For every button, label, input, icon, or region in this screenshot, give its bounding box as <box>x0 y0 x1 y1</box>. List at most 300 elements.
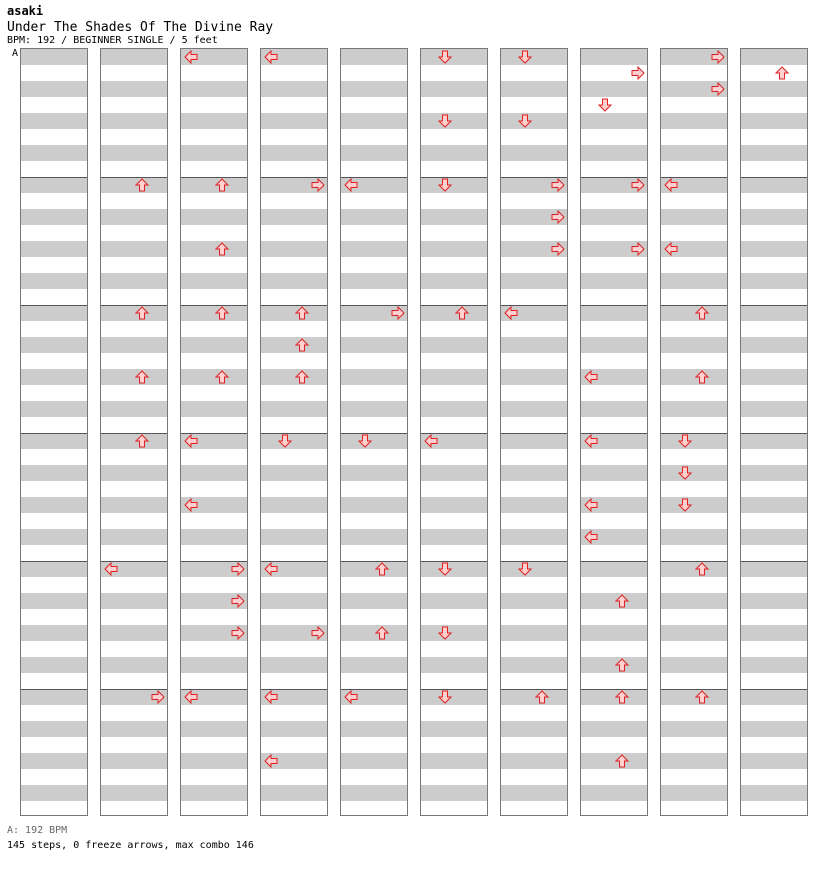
arrow-down-icon <box>438 50 452 64</box>
beat-band <box>181 753 247 769</box>
arrow-right-icon <box>231 626 245 640</box>
beat-band <box>421 49 487 65</box>
beat-band <box>21 305 87 321</box>
arrow-left-icon <box>104 562 118 576</box>
beat-band <box>421 177 487 193</box>
beat-band <box>261 657 327 673</box>
arrow-down-icon <box>518 562 532 576</box>
measure-line <box>341 433 407 434</box>
arrow-right-icon <box>631 66 645 80</box>
beat-band <box>341 337 407 353</box>
arrow-right-icon <box>391 306 405 320</box>
beat-band <box>181 81 247 97</box>
beat-band <box>421 689 487 705</box>
arrow-left-icon <box>584 370 598 384</box>
beat-band <box>661 209 727 225</box>
arrow-up-icon <box>615 594 629 608</box>
beat-band <box>661 145 727 161</box>
chart-column-7 <box>500 48 568 816</box>
beat-band <box>261 721 327 737</box>
arrow-up-icon <box>295 338 309 352</box>
beat-band <box>21 497 87 513</box>
measure-line <box>661 561 727 562</box>
arrow-up-icon <box>615 754 629 768</box>
arrow-right-icon <box>631 178 645 192</box>
arrow-up-icon <box>615 690 629 704</box>
beat-band <box>581 593 647 609</box>
beat-band <box>101 273 167 289</box>
measure-line <box>501 433 567 434</box>
beat-band <box>501 657 567 673</box>
measure-line <box>421 561 487 562</box>
beat-band <box>741 657 807 673</box>
measure-line <box>21 177 87 178</box>
beat-band <box>21 625 87 641</box>
beat-band <box>101 177 167 193</box>
beat-band <box>421 657 487 673</box>
beat-band <box>661 561 727 577</box>
beat-band <box>21 177 87 193</box>
measure-line <box>421 177 487 178</box>
arrow-right-icon <box>551 178 565 192</box>
beat-band <box>501 497 567 513</box>
arrow-left-icon <box>184 434 198 448</box>
beat-band <box>661 689 727 705</box>
beat-band <box>421 209 487 225</box>
beat-band <box>421 241 487 257</box>
beat-band <box>341 145 407 161</box>
arrow-up-icon <box>615 658 629 672</box>
beat-band <box>101 753 167 769</box>
arrow-left-icon <box>264 754 278 768</box>
beat-band <box>101 785 167 801</box>
beat-band <box>181 465 247 481</box>
arrow-up-icon <box>375 562 389 576</box>
beat-band <box>741 625 807 641</box>
arrow-down-icon <box>438 562 452 576</box>
beat-band <box>261 305 327 321</box>
measure-line <box>21 305 87 306</box>
beat-band <box>661 337 727 353</box>
beat-band <box>21 369 87 385</box>
step-statistics: 145 steps, 0 freeze arrows, max combo 146 <box>7 840 254 851</box>
arrow-up-icon <box>135 306 149 320</box>
beat-band <box>341 433 407 449</box>
beat-band <box>581 625 647 641</box>
beat-band <box>661 369 727 385</box>
measure-line <box>101 305 167 306</box>
arrow-up-icon <box>215 242 229 256</box>
arrow-up-icon <box>695 562 709 576</box>
arrow-up-icon <box>135 178 149 192</box>
arrow-up-icon <box>215 306 229 320</box>
beat-band <box>581 337 647 353</box>
arrow-down-icon <box>598 98 612 112</box>
beat-band <box>341 593 407 609</box>
beat-band <box>341 273 407 289</box>
arrow-down-icon <box>438 178 452 192</box>
beat-band <box>21 273 87 289</box>
beat-band <box>261 337 327 353</box>
arrow-right-icon <box>711 82 725 96</box>
measure-line <box>501 689 567 690</box>
bpm-legend: A: 192 BPM <box>7 825 68 836</box>
beat-band <box>181 177 247 193</box>
beat-band <box>741 241 807 257</box>
beat-band <box>21 433 87 449</box>
beat-band <box>741 273 807 289</box>
beat-band <box>341 657 407 673</box>
beat-band <box>501 689 567 705</box>
beat-band <box>501 465 567 481</box>
arrow-right-icon <box>711 50 725 64</box>
beat-band <box>661 497 727 513</box>
beat-band <box>261 241 327 257</box>
beat-band <box>21 689 87 705</box>
beat-band <box>741 401 807 417</box>
beat-band <box>661 593 727 609</box>
measure-line <box>581 689 647 690</box>
arrow-up-icon <box>375 626 389 640</box>
arrow-down-icon <box>358 434 372 448</box>
measure-line <box>741 177 807 178</box>
beat-band <box>581 785 647 801</box>
arrow-left-icon <box>264 690 278 704</box>
beat-band <box>661 753 727 769</box>
beat-band <box>741 305 807 321</box>
beat-band <box>421 721 487 737</box>
chart-info: BPM: 192 / BEGINNER SINGLE / 5 feet <box>7 35 218 46</box>
beat-band <box>101 305 167 321</box>
beat-band <box>21 113 87 129</box>
beat-band <box>101 209 167 225</box>
beat-band <box>581 721 647 737</box>
beat-band <box>101 49 167 65</box>
measure-line <box>101 433 167 434</box>
arrow-right-icon <box>631 242 645 256</box>
beat-band <box>21 145 87 161</box>
beat-band <box>581 689 647 705</box>
arrow-right-icon <box>551 242 565 256</box>
chart-column-1 <box>20 48 88 816</box>
beat-band <box>181 209 247 225</box>
arrow-right-icon <box>311 626 325 640</box>
beat-band <box>181 529 247 545</box>
beat-band <box>341 785 407 801</box>
arrow-left-icon <box>664 242 678 256</box>
arrow-left-icon <box>584 434 598 448</box>
beat-band <box>741 177 807 193</box>
beat-band <box>661 785 727 801</box>
beat-band <box>581 305 647 321</box>
arrow-left-icon <box>264 562 278 576</box>
arrow-up-icon <box>695 690 709 704</box>
beat-band <box>741 561 807 577</box>
beat-band <box>101 465 167 481</box>
beat-band <box>581 273 647 289</box>
arrow-up-icon <box>535 690 549 704</box>
beat-band <box>741 785 807 801</box>
beat-band <box>421 273 487 289</box>
beat-band <box>501 753 567 769</box>
beat-band <box>341 209 407 225</box>
beat-band <box>501 113 567 129</box>
beat-band <box>21 657 87 673</box>
measure-line <box>181 177 247 178</box>
beat-band <box>501 49 567 65</box>
beat-band <box>501 433 567 449</box>
measure-line <box>741 433 807 434</box>
measure-line <box>21 433 87 434</box>
arrow-left-icon <box>184 50 198 64</box>
arrow-left-icon <box>344 178 358 192</box>
beat-band <box>741 369 807 385</box>
beat-band <box>501 145 567 161</box>
beat-band <box>341 465 407 481</box>
beat-band <box>181 241 247 257</box>
arrow-down-icon <box>678 434 692 448</box>
arrow-down-icon <box>438 626 452 640</box>
beat-band <box>21 561 87 577</box>
beat-band <box>501 785 567 801</box>
arrow-down-icon <box>278 434 292 448</box>
beat-band <box>101 337 167 353</box>
beat-band <box>341 113 407 129</box>
beat-band <box>661 273 727 289</box>
arrow-up-icon <box>215 178 229 192</box>
beat-band <box>741 145 807 161</box>
measure-line <box>581 561 647 562</box>
song-title: Under The Shades Of The Divine Ray <box>7 20 274 35</box>
beat-band <box>261 81 327 97</box>
beat-band <box>181 657 247 673</box>
arrow-down-icon <box>678 498 692 512</box>
beat-band <box>101 657 167 673</box>
arrow-up-icon <box>135 370 149 384</box>
chart-column-5 <box>340 48 408 816</box>
arrow-up-icon <box>215 370 229 384</box>
beat-band <box>21 81 87 97</box>
beat-band <box>741 753 807 769</box>
beat-band <box>341 721 407 737</box>
beat-band <box>261 145 327 161</box>
measure-line <box>261 305 327 306</box>
beat-band <box>21 785 87 801</box>
beat-band <box>741 465 807 481</box>
beat-band <box>341 529 407 545</box>
beat-band <box>741 529 807 545</box>
arrow-left-icon <box>184 498 198 512</box>
measure-line <box>581 305 647 306</box>
chart-column-3 <box>180 48 248 816</box>
beat-band <box>581 81 647 97</box>
arrow-left-icon <box>504 306 518 320</box>
beat-band <box>581 657 647 673</box>
beat-band <box>741 497 807 513</box>
beat-band <box>421 753 487 769</box>
measure-line <box>501 561 567 562</box>
arrow-right-icon <box>231 594 245 608</box>
beat-band <box>581 145 647 161</box>
beat-band <box>741 81 807 97</box>
arrow-left-icon <box>584 498 598 512</box>
beat-band <box>501 593 567 609</box>
beat-band <box>661 657 727 673</box>
beat-band <box>261 465 327 481</box>
arrow-right-icon <box>551 210 565 224</box>
beat-band <box>501 337 567 353</box>
measure-line <box>741 689 807 690</box>
beat-band <box>181 113 247 129</box>
beat-band <box>341 561 407 577</box>
arrow-up-icon <box>455 306 469 320</box>
beat-band <box>101 369 167 385</box>
beat-band <box>101 497 167 513</box>
beat-band <box>21 241 87 257</box>
beat-band <box>421 465 487 481</box>
beat-band <box>421 625 487 641</box>
beat-band <box>21 209 87 225</box>
beat-band <box>21 529 87 545</box>
beat-band <box>581 49 647 65</box>
beat-band <box>341 625 407 641</box>
measure-line <box>661 689 727 690</box>
beat-band <box>661 625 727 641</box>
arrow-up-icon <box>695 370 709 384</box>
beat-band <box>101 625 167 641</box>
beat-band <box>581 465 647 481</box>
beat-band <box>661 401 727 417</box>
measure-line <box>261 433 327 434</box>
beat-band <box>181 337 247 353</box>
beat-band <box>341 49 407 65</box>
beat-band <box>501 721 567 737</box>
beat-band <box>421 497 487 513</box>
beat-band <box>101 145 167 161</box>
beat-band <box>581 113 647 129</box>
beat-band <box>661 465 727 481</box>
beat-band <box>661 113 727 129</box>
beat-band <box>501 529 567 545</box>
beat-band <box>421 369 487 385</box>
beat-band <box>341 753 407 769</box>
beat-band <box>101 113 167 129</box>
beat-band <box>21 401 87 417</box>
arrow-right-icon <box>311 178 325 192</box>
beat-band <box>181 785 247 801</box>
beat-band <box>341 401 407 417</box>
beat-band <box>501 561 567 577</box>
beat-band <box>421 81 487 97</box>
measure-line <box>101 177 167 178</box>
chart-column-8 <box>580 48 648 816</box>
beat-band <box>341 241 407 257</box>
beat-band <box>581 753 647 769</box>
beat-band <box>741 721 807 737</box>
beat-band <box>501 369 567 385</box>
arrow-left-icon <box>264 50 278 64</box>
beat-band <box>101 593 167 609</box>
arrow-left-icon <box>664 178 678 192</box>
beat-band <box>101 401 167 417</box>
beat-band <box>501 401 567 417</box>
arrow-left-icon <box>344 690 358 704</box>
beat-band <box>101 81 167 97</box>
beat-band <box>581 401 647 417</box>
measure-line <box>741 305 807 306</box>
chart-column-4 <box>260 48 328 816</box>
arrow-up-icon <box>295 306 309 320</box>
beat-band <box>261 369 327 385</box>
measure-line <box>421 305 487 306</box>
beat-band <box>741 337 807 353</box>
beat-band <box>261 529 327 545</box>
beat-band <box>421 785 487 801</box>
measure-line <box>661 305 727 306</box>
chart-column-6 <box>420 48 488 816</box>
arrow-right-icon <box>231 562 245 576</box>
arrow-right-icon <box>151 690 165 704</box>
beat-band <box>661 433 727 449</box>
beat-band <box>101 529 167 545</box>
measure-line <box>181 305 247 306</box>
beat-band <box>261 209 327 225</box>
beat-band <box>741 209 807 225</box>
bpm-marker-label: A <box>12 48 19 59</box>
beat-band <box>181 273 247 289</box>
beat-band <box>101 433 167 449</box>
beat-band <box>421 529 487 545</box>
beat-band <box>661 305 727 321</box>
beat-band <box>101 241 167 257</box>
arrow-down-icon <box>518 50 532 64</box>
beat-band <box>21 337 87 353</box>
beat-band <box>261 113 327 129</box>
beat-band <box>261 593 327 609</box>
beat-band <box>741 49 807 65</box>
beat-band <box>421 337 487 353</box>
beat-band <box>181 721 247 737</box>
beat-band <box>341 369 407 385</box>
beat-band <box>261 785 327 801</box>
arrow-down-icon <box>438 690 452 704</box>
measure-line <box>21 561 87 562</box>
beat-band <box>21 465 87 481</box>
beat-band <box>261 497 327 513</box>
measure-line <box>421 689 487 690</box>
beat-band <box>741 593 807 609</box>
beat-band <box>341 81 407 97</box>
beat-band <box>581 561 647 577</box>
chart-column-10 <box>740 48 808 816</box>
arrow-up-icon <box>295 370 309 384</box>
arrow-up-icon <box>135 434 149 448</box>
measure-line <box>21 689 87 690</box>
measure-line <box>341 561 407 562</box>
beat-band <box>21 49 87 65</box>
beat-band <box>341 497 407 513</box>
beat-band <box>741 113 807 129</box>
beat-band <box>261 401 327 417</box>
beat-band <box>421 593 487 609</box>
beat-band <box>21 753 87 769</box>
measure-line <box>741 561 807 562</box>
chart-column-9 <box>660 48 728 816</box>
chart-column-2 <box>100 48 168 816</box>
arrow-left-icon <box>424 434 438 448</box>
beat-band <box>181 401 247 417</box>
beat-band <box>181 369 247 385</box>
